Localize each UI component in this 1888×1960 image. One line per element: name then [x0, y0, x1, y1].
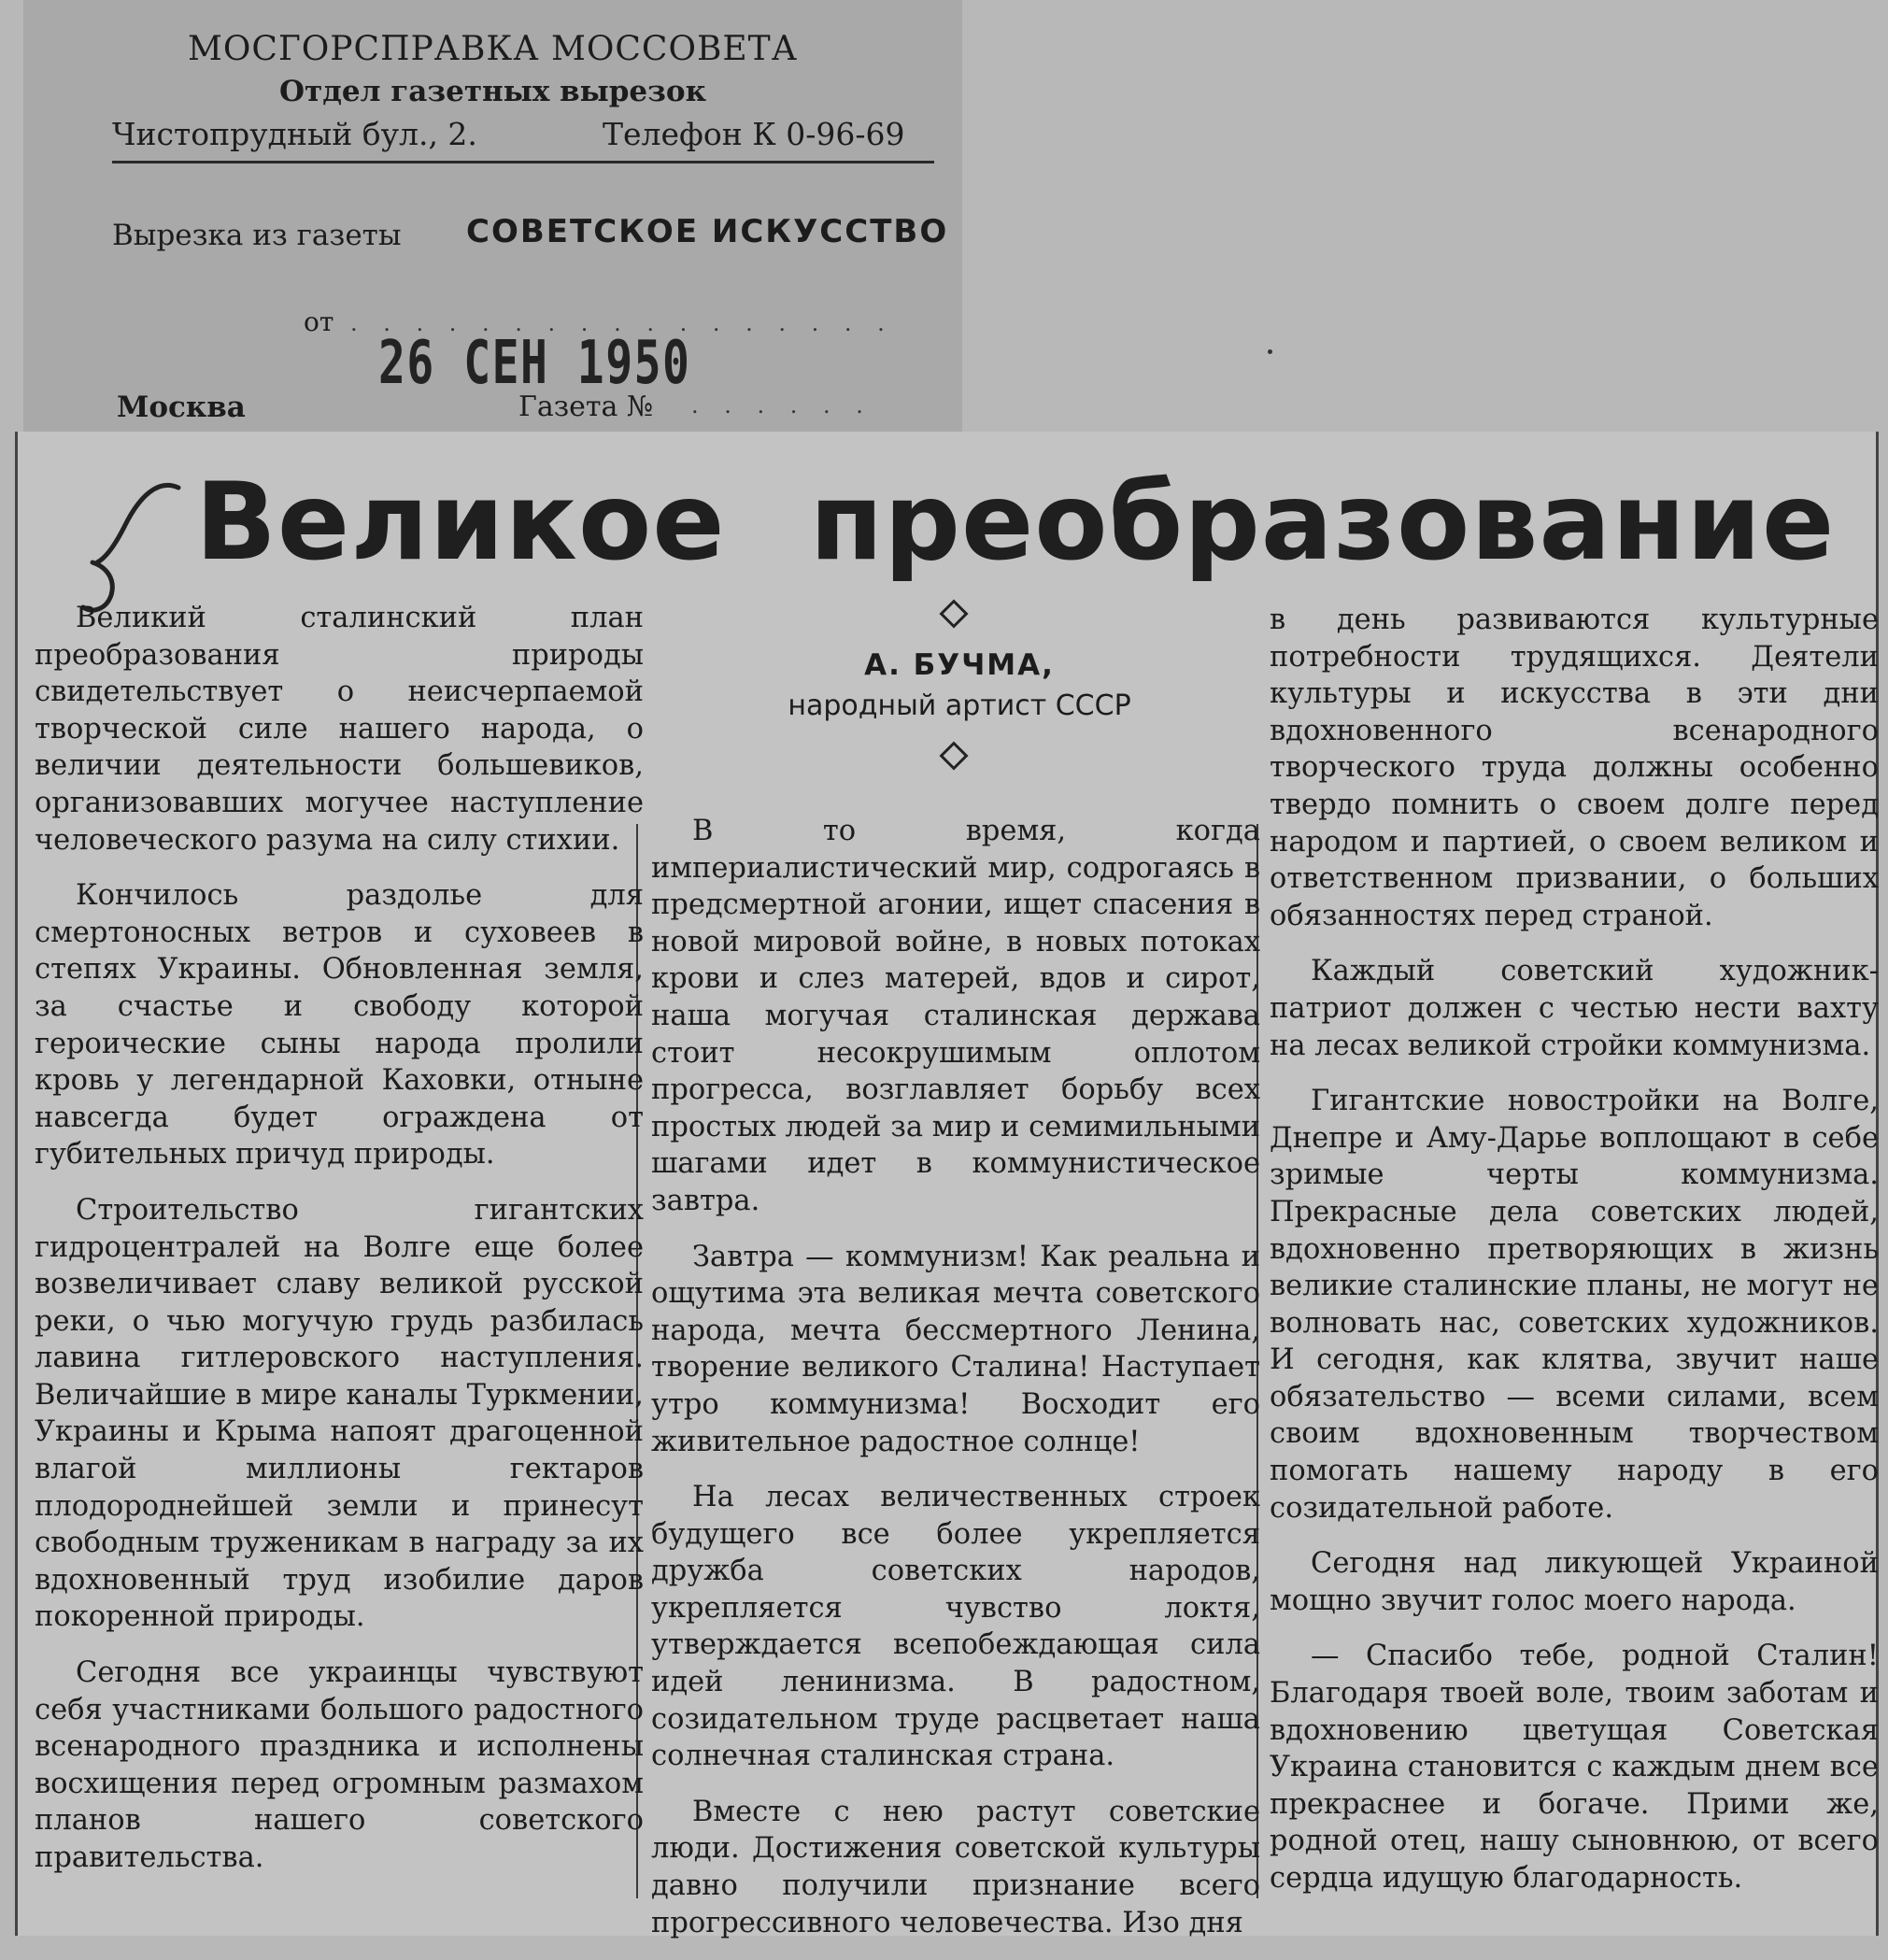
paragraph: Гигантские новостройки на Волге, Днепре и Аму-Дарье воплощают в себе зримые черты коммунизма. Прекрасные дела советских людей, вдохновенно претворяющих в жизнь великие сталинские планы, не могут не волновать нас, советских художников. И сегодня, как клятва, звучит наше обязательство — всеми силами, всем своим вдохновенным творчеством помогать нашему народу в его созидательной работе.	[1270, 1085, 1879, 1525]
paragraph: Сегодня над ликующей Украиной мощно звучит голос моего народа.	[1270, 1547, 1879, 1617]
paper-speck	[1268, 349, 1272, 354]
author-title: народный артист СССР	[788, 689, 1131, 722]
paragraph: Сегодня все украинцы чувствуют себя участниками большого радостного всенародного праздника и исполнены восхищения перед огромным размахом планов нашего советского правительства.	[35, 1656, 644, 1874]
paragraph: Строительство гигантских гидроцентралей на Волге еще более возвеличивает славу великой русской реки, о чью могучую грудь разбилась лавина гитлеровского наступления. Величайшие в мире каналы Туркмении, Украины и Крыма напоят драгоценной влагой миллионы гектаров плодороднейшей земли и принесут свободным труженикам в награду за их вдохновенный труд изобилие даров покоренной природы.	[35, 1193, 644, 1634]
paragraph: Каждый советский художник-патриот должен с честью нести вахту на лесах великой стройки коммунизма.	[1270, 955, 1879, 1062]
bureau-name: МОСГОРСПРАВКА МОССОВЕТА	[188, 30, 798, 68]
author-name: А. БУЧМА,	[864, 648, 1055, 682]
diamond-ornament-icon	[939, 599, 968, 628]
headline-word-2: преобразование	[809, 460, 1836, 584]
paragraph: На лесах величественных строек будущего все более укрепляется дружба советских народов, укрепляется чувство локтя, утверждается всепобеждающая сила идей ленинизма. В радостном, созидательном труде расцветает наша солнечная сталинская страна.	[651, 1481, 1260, 1773]
date-stamp: 26 СЕН 1950	[378, 329, 691, 398]
article-column-3	[1270, 602, 1879, 1916]
paragraph: В то время, когда империалистический мир, содрогаясь в предсмертной агонии, ищет спасения в новой мировой войне, в новых потоках крови и слез матерей, вдов и сирот, наша могучая сталинская держава стоит несокрушимым оплотом прогресса, возглавляет борьбу всех простых людей за мир и семимильными шагами идет в коммунистическое завтра.	[651, 815, 1260, 1217]
paragraph: Завтра — коммунизм! Как реальна и ощутима эта великая мечта советского народа, мечта бессмертного Ленина, творение великого Сталина! Наступает утро коммунизма! Восходит его живительное радостное солнце!	[651, 1240, 1260, 1458]
city-label: Москва	[117, 391, 246, 424]
date-label: от	[304, 306, 334, 337]
header-divider	[112, 161, 934, 163]
date-dotted-line: . . . . . . . . . . . . . . . . .	[350, 310, 894, 336]
article-headline	[195, 460, 1836, 584]
issue-dotted-line: . . . . . .	[691, 392, 873, 419]
clipping-service-card	[23, 0, 962, 439]
newspaper-clipping	[15, 432, 1879, 1939]
paragraph: Вместе с нею растут советские люди. Достижения советской культуры давно получили признание всего прогрессивного человечества. Изо дня	[651, 1795, 1260, 1939]
department-name: Отдел газетных вырезок	[279, 75, 706, 108]
article-column-1	[35, 600, 644, 1896]
bureau-phone: Телефон К 0-96-69	[603, 116, 905, 152]
bureau-address: Чистопрудный бул., 2.	[112, 116, 477, 152]
paragraph: — Спасибо тебе, родной Сталин! Благодаря твоей воле, твоим заботам и вдохновению цветущая Советская Украина становится с каждым днем все прекраснее и богаче. Прими же, родной отец, нашу сыновнюю, от всего сердца идущую благодарность.	[1270, 1640, 1879, 1895]
paragraph-continued: в день развиваются культурные потребности трудящихся. Деятели культуры и искусства в эти дни вдохновенного всенародного творческого труда должны особенно твердо помнить о своем долге перед народом и партией, о своем великом и ответственном призвании, о больших обязанностях перед страной.	[1270, 604, 1879, 932]
article-column-2	[651, 813, 1260, 1960]
newspaper-name: СОВЕТСКОЕ ИСКУССТВО	[466, 213, 949, 250]
issue-label: Газета №	[518, 391, 654, 423]
paragraph: Великий сталинский план преобразования природы свидетельствует о неисчерпаемой творческой силе нашего народа, о величии деятельности большевиков, организовавших могучее наступление человеческого разума на силу стихии.	[35, 602, 644, 857]
clipping-label: Вырезка из газеты	[112, 219, 402, 252]
paragraph: Кончилось раздолье для смертоносных ветров и суховеев в степях Украины. Обновленная земля, за счастье и свободу которой героические сыны народа пролили кровь у легендарной Каховки, отныне навсегда будет ограждена от губительных причуд природы.	[35, 879, 644, 1172]
diamond-ornament-icon	[939, 741, 968, 770]
headline-word-1: Великое	[195, 460, 726, 584]
